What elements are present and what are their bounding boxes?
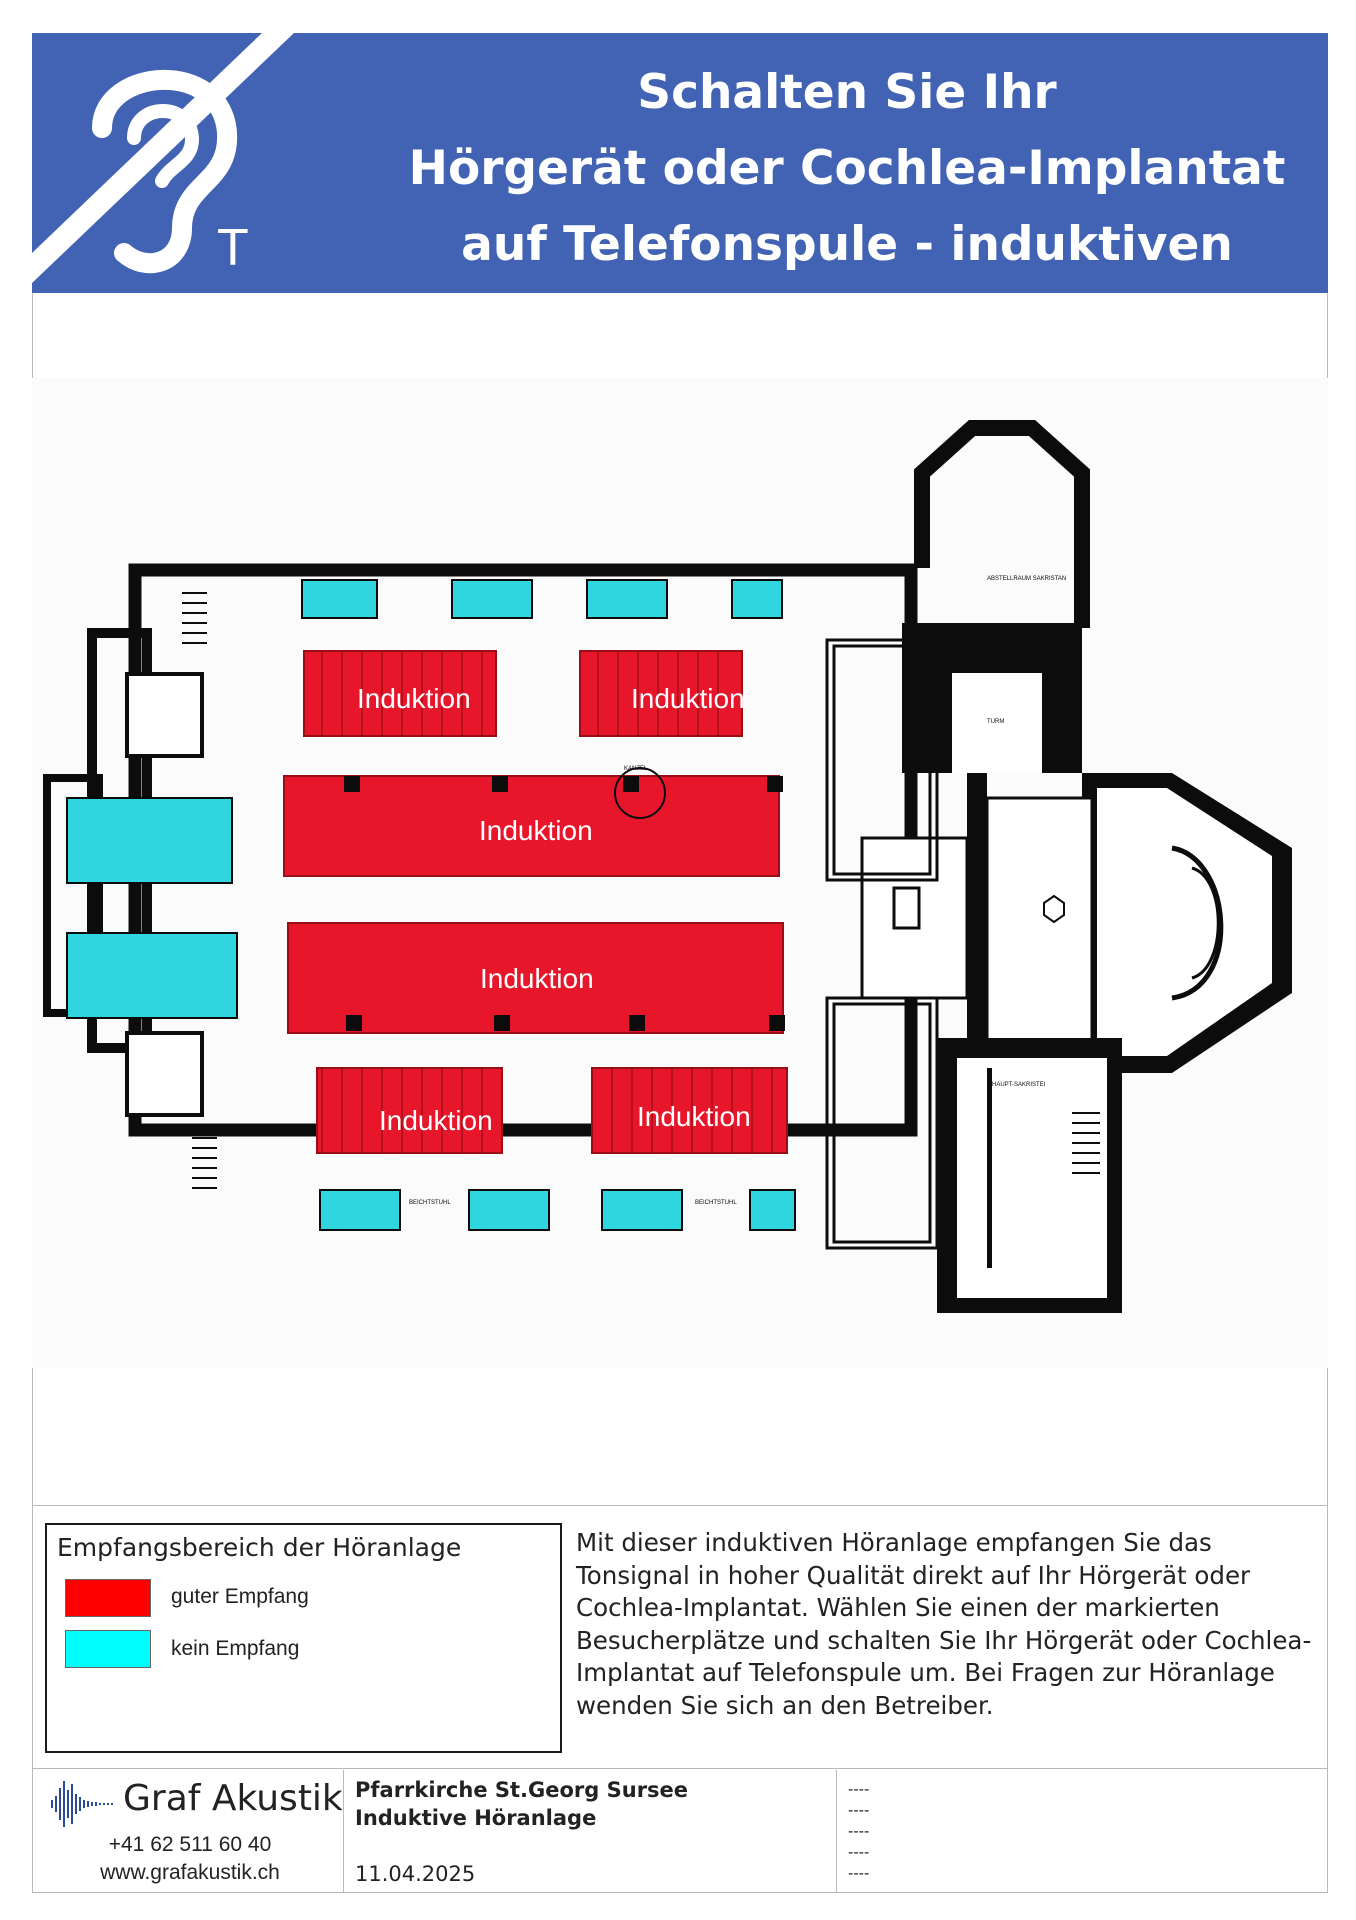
label-turm: TURM [987, 719, 1005, 725]
label-beichtstuhl-2: BEICHTSTUHL [695, 1200, 737, 1206]
company-website[interactable]: www.grafakustik.ch [100, 1861, 280, 1884]
church-floor-plan [32, 378, 1328, 1368]
footer-col-divider-2 [836, 1770, 837, 1893]
zone-label-5: Induktion [379, 1105, 493, 1136]
floor-plan [32, 378, 1328, 1368]
legend-label-good: guter Empfang [171, 1585, 309, 1608]
placeholder-2: ---- [848, 1802, 870, 1819]
title-line-3: auf Telefonspule - induktiven Empfang [461, 217, 1233, 348]
page-title [377, 55, 1317, 359]
legend-label-none: kein Empfang [171, 1637, 300, 1660]
company-phone: +41 62 511 60 40 [108, 1833, 272, 1856]
info-text: Mit dieser induktiven Höranlage empfangen Sie das Tonsignal in hoher Qualität direkt auf Ihr Hörgerät oder Cochlea-Implantat. Wählen Sie einen der markierten Besucherplätze und schalten Sie Ihr Hörgerät oder Cochlea-Implantat auf Telefonspule um. Bei Fragen zur Höranlage wenden Sie sich an den Betreiber. [576, 1528, 1312, 1720]
header-banner [32, 33, 1328, 348]
legend-divider-top [32, 1505, 1328, 1506]
zone-label-4: Induktion [480, 963, 594, 994]
legend-swatch-good [65, 1579, 151, 1617]
placeholder-5: ---- [848, 1865, 870, 1882]
footer-divider [32, 1768, 1328, 1769]
label-hauptsakristei: HAUPT-SAKRISTEI [992, 1082, 1046, 1088]
placeholder-4: ---- [848, 1844, 870, 1861]
label-kanzel: KANZEL [624, 766, 648, 772]
zone-label-2: Induktion [631, 683, 745, 714]
project-title: Pfarrkirche St.Georg Sursee [355, 1778, 689, 1802]
company-name: Graf Akustik [123, 1778, 343, 1819]
placeholder-1: ---- [848, 1781, 870, 1798]
label-abstellraum: ABSTELLRAUM SAKRISTAN [987, 576, 1067, 582]
project-subtitle: Induktive Höranlage [355, 1806, 597, 1830]
sacristy [937, 1038, 1122, 1313]
project-date: 11.04.2025 [355, 1862, 476, 1886]
legend-box [45, 1523, 562, 1753]
footer-col-divider-1 [343, 1770, 344, 1893]
zone-label-1: Induktion [357, 683, 471, 714]
legend-title: Empfangsbereich der Höranlage [57, 1533, 462, 1562]
zone-label-3: Induktion [479, 815, 593, 846]
title-line-2: Hörgerät oder Cochlea-Implantat [408, 141, 1286, 196]
east-stairs [1072, 1113, 1100, 1173]
hearing-loop-ear-icon [32, 33, 352, 293]
title-line-1: Schalten Sie Ihr [637, 65, 1057, 120]
label-beichtstuhl-1: BEICHTSTUHL [409, 1200, 451, 1206]
legend-swatch-none [65, 1630, 151, 1668]
zone-label-6: Induktion [637, 1101, 751, 1132]
placeholder-3: ---- [848, 1823, 870, 1840]
sign-letter: T [217, 219, 249, 277]
